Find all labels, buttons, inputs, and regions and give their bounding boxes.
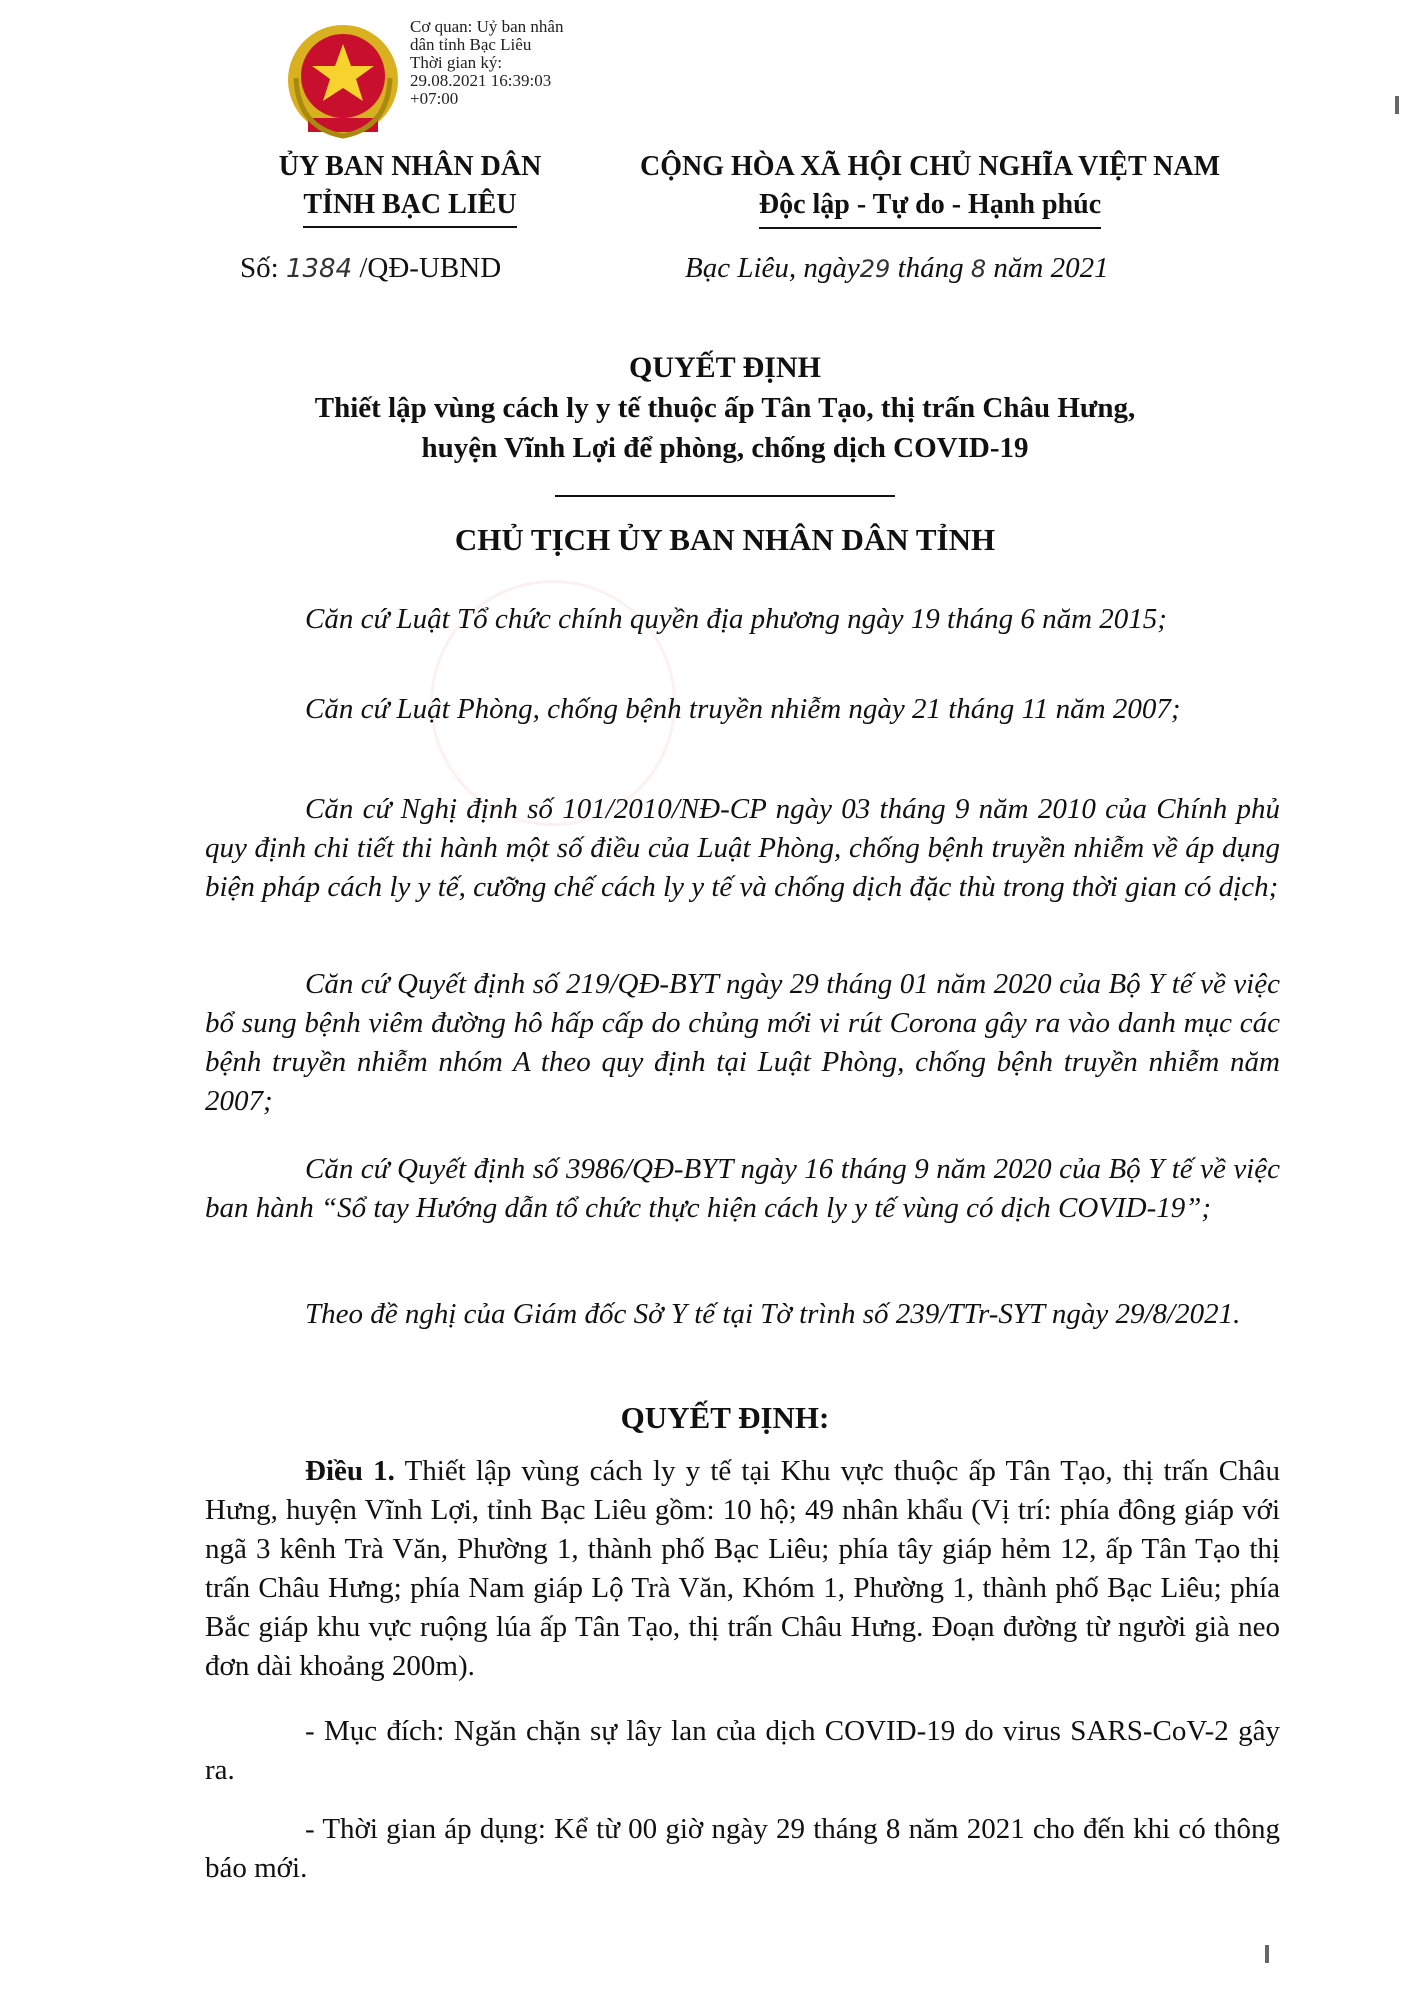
preamble-5-text: Căn cứ Quyết định số 3986/QĐ-BYT ngày 16 tháng 9 năm 2020 của Bộ Y tế về việc ban hành “Sổ tay Hướng dẫn tổ chức thực hiện cách ly y tế vùng có dịch COVID-19”; (205, 1153, 1280, 1224)
signature-agency: Cơ quan: Uỷ ban nhân (410, 17, 564, 36)
duration-text: - Thời gian áp dụng: Kể từ 00 giờ ngày 29 tháng 8 năm 2021 cho đến khi có thông báo mới. (205, 1813, 1280, 1884)
preamble-4-text: Căn cứ Quyết định số 219/QĐ-BYT ngày 29 tháng 01 năm 2020 của Bộ Y tế về việc bổ sung bệnh viêm đường hô hấp cấp do chủng mới vi rút Corona gây ra vào danh mục các bệnh truyền nhiễm nhóm A theo quy định tại Luật Phòng, chống bệnh truyền nhiễm năm 2007; (205, 968, 1280, 1117)
preamble-5 (205, 1150, 1280, 1228)
signature-time-label: Thời gian ký: (410, 53, 503, 72)
motto: Độc lập - Tự do - Hạnh phúc (759, 186, 1101, 229)
article-1 (205, 1452, 1280, 1686)
purpose-text: - Mục đích: Ngăn chặn sự lây lan của dịch COVID-19 do virus SARS-CoV-2 gây ra. (205, 1715, 1280, 1786)
preamble-1-text: Căn cứ Luật Tổ chức chính quyền địa phương ngày 19 tháng 6 năm 2015; (305, 603, 1167, 635)
number-suffix: /QĐ-UBND (359, 252, 502, 284)
preamble-2-text: Căn cứ Luật Phòng, chống bệnh truyền nhiễm ngày 21 tháng 11 năm 2007; (305, 693, 1181, 725)
article-1-purpose (205, 1712, 1280, 1790)
signature-timezone: +07:00 (410, 89, 459, 108)
article-1-label: Điều 1. (305, 1455, 395, 1487)
document-title (170, 348, 1280, 508)
preamble-6 (205, 1295, 1280, 1334)
date-year: năm 2021 (993, 252, 1109, 284)
article-1-duration (205, 1810, 1280, 1888)
authority-line-1: ỦY BAN NHÂN DÂN (278, 151, 542, 182)
preamble-6-text: Theo đề nghị của Giám đốc Sở Y tế tại Tờ trình số 239/TTr-SYT ngày 29/8/2021. (305, 1298, 1241, 1330)
digital-signature-info (410, 18, 660, 108)
article-1-text: Thiết lập vùng cách ly y tế tại Khu vực thuộc ấp Tân Tạo, thị trấn Châu Hưng, huyện Vĩnh Lợi, tỉnh Bạc Liêu gồm: 10 hộ; 49 nhân khẩu (Vị trí: phía đông giáp với ngã 3 kênh Trà Văn, Phường 1, thành phố Bạc Liêu; phía tây giáp hẻm 12, ấp Tân Tạo thị trấn Châu Hưng; phía Nam giáp Lộ Trà Văn, Khóm 1, Phường 1, thành phố Bạc Liêu; phía Bắc giáp khu vực ruộng lúa ấp Tân Tạo, thị trấn Châu Hưng. Đoạn đường từ người già neo đơn dài khoảng 200m). (205, 1455, 1280, 1682)
scan-mark (1395, 96, 1399, 114)
preamble-4 (205, 965, 1280, 1121)
preamble-2 (205, 690, 1280, 729)
issuing-authority (200, 148, 620, 228)
document-date (685, 252, 1109, 285)
authority-line-2: TỈNH BẠC LIÊU (303, 186, 516, 228)
number-handwritten: 1384 (285, 254, 353, 284)
preamble-1 (205, 600, 1280, 639)
title-line-2: huyện Vĩnh Lợi để phòng, chống dịch COVID-19 (421, 432, 1029, 464)
scan-mark-bottom (1265, 1945, 1269, 1963)
authority-heading: CHỦ TỊCH ỦY BAN NHÂN DÂN TỈNH (454, 522, 996, 557)
title-underline (555, 495, 895, 497)
number-prefix: Số: (240, 252, 279, 284)
decision-heading: QUYẾT ĐỊNH: (620, 1400, 830, 1435)
national-motto (600, 148, 1260, 229)
date-day-handwritten: 29 (859, 255, 891, 283)
date-prefix: Bạc Liêu, ngày (685, 252, 860, 284)
signature-datetime: 29.08.2021 16:39:03 (410, 71, 552, 90)
preamble-3 (205, 790, 1280, 907)
title-main: QUYẾT ĐỊNH (629, 351, 821, 384)
document-number (240, 252, 501, 285)
signature-agency-cont: dân tỉnh Bạc Liêu (410, 35, 532, 54)
title-line-1: Thiết lập vùng cách ly y tế thuộc ấp Tân Tạo, thị trấn Châu Hưng, (314, 392, 1136, 424)
national-emblem (278, 18, 408, 148)
country-name: CỘNG HÒA XÃ HỘI CHỦ NGHĨA VIỆT NAM (639, 151, 1221, 182)
date-month-label: tháng (897, 252, 964, 284)
date-month-handwritten: 8 (970, 255, 987, 283)
preamble-3-text: Căn cứ Nghị định số 101/2010/NĐ-CP ngày 03 tháng 9 năm 2010 của Chính phủ quy định chi tiết thi hành một số điều của Luật Phòng, chống bệnh truyền nhiễm về áp dụng biện pháp cách ly y tế, cưỡng chế cách ly y tế và chống dịch đặc thù trong thời gian có dịch; (205, 793, 1280, 903)
